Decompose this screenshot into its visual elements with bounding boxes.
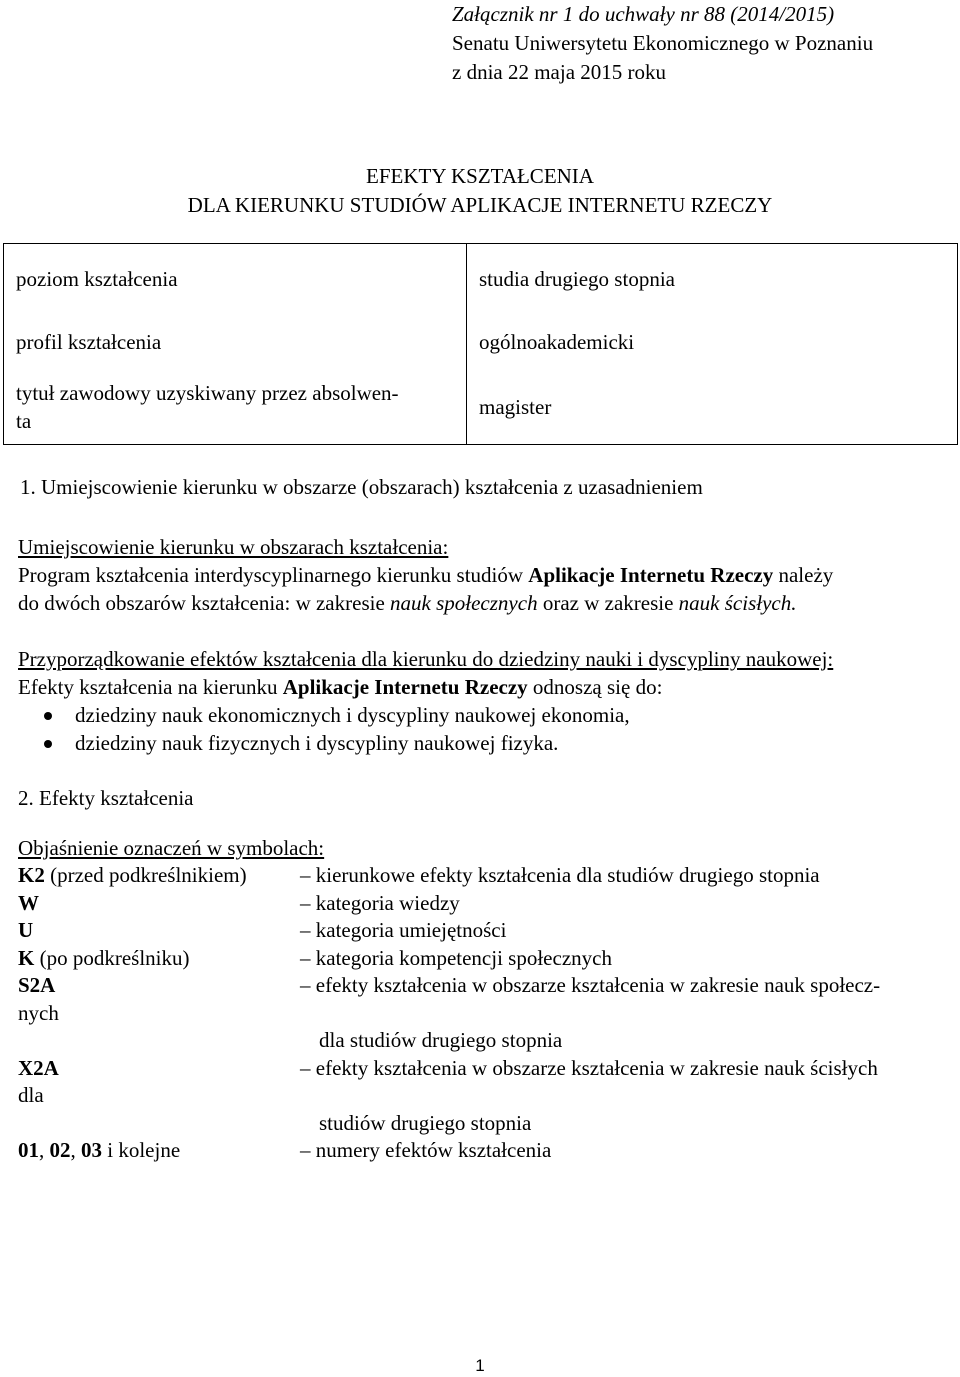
document-title	[0, 162, 960, 220]
table-row	[4, 244, 958, 315]
discipline-list	[18, 701, 948, 757]
table-key-line-2: ta	[16, 409, 32, 433]
program-info-table	[3, 243, 958, 445]
title-line-2: DLA KIERUNKU STUDIÓW APLIKACJE INTERNETU RZECZY	[187, 193, 773, 217]
section-1	[18, 473, 948, 757]
list-item: dziedziny nauk ekonomicznych i dyscypliny naukowej ekonomia,	[18, 701, 948, 729]
table-value-cell: ogólnoakademicki	[467, 314, 958, 370]
section-1-subheading-2: Przyporządkowanie efektów kształcenia dla kierunku do dziedziny nauki i dyscypliny naukowej:	[18, 647, 834, 671]
legend-row-x2a-cont: studiów drugiego stopnia	[319, 1110, 532, 1135]
legend-row-x2a-wrap: dla	[18, 1083, 44, 1107]
table-key-cell: poziom kształcenia	[4, 244, 467, 315]
table-key-cell: profil kształcenia	[4, 314, 467, 370]
section-1-paragraph-1-cont: do dwóch obszarów kształcenia: w zakresie nauk społecznych oraz w zakresie nauk ścisłych.	[18, 591, 797, 615]
section-1-heading: 1. Umiejscowienie kierunku w obszarze (obszarach) kształcenia z uzasadnieniem	[20, 475, 703, 499]
list-item: dziedziny nauk fizycznych i dyscypliny naukowej fizyka.	[18, 729, 948, 757]
header-line-2: Senatu Uniwersytetu Ekonomicznego w Poznaniu	[452, 31, 874, 55]
table-key-line-1: tytuł zawodowy uzyskiwany przez absolwen-	[16, 381, 399, 405]
legend-row-s2a-cont: dla studiów drugiego stopnia	[319, 1028, 563, 1052]
header-line-3: z dnia 22 maja 2015 roku	[452, 60, 667, 84]
section-2-heading: 2. Efekty kształcenia	[18, 786, 194, 810]
table-value-cell: magister	[467, 370, 958, 445]
table-key-cell	[4, 370, 467, 445]
legend-row-k: K (po podkreślniku) – kategoria kompetencji społecznych	[18, 945, 612, 970]
section-1-paragraph-1: Program kształcenia interdyscyplinarnego kierunku studiów Aplikacje Internetu Rzeczy należy	[18, 563, 834, 587]
legend-row-k2: K2 (przed podkreślnikiem) – kierunkowe efekty kształcenia dla studiów drugiego stopnia	[18, 863, 820, 887]
symbol-legend	[18, 861, 948, 1164]
legend-row-numbers: 01, 02, 03 i kolejne – numery efektów kształcenia	[18, 1138, 552, 1162]
table-value-cell: studia drugiego stopnia	[467, 244, 958, 315]
attachment-header	[452, 0, 952, 87]
legend-row-w: W – kategoria wiedzy	[18, 890, 460, 915]
legend-row-s2a-wrap: nych	[18, 1000, 59, 1025]
section-2-subheading: Objaśnienie oznaczeń w symbolach:	[18, 836, 325, 860]
table-row	[4, 370, 958, 445]
table-row	[4, 314, 958, 370]
section-1-paragraph-2: Efekty kształcenia na kierunku Aplikacje Internetu Rzeczy odnoszą się do:	[18, 675, 663, 699]
page-number: 1	[475, 1356, 485, 1375]
header-line-1: Załącznik nr 1 do uchwały nr 88 (2014/2015)	[452, 2, 835, 26]
legend-row-u: U – kategoria umiejętności	[18, 918, 507, 942]
section-1-subheading-1: Umiejscowienie kierunku w obszarach kształcenia:	[18, 535, 449, 559]
legend-row-s2a: S2A – efekty kształcenia w obszarze kształcenia w zakresie nauk społecz-	[18, 973, 881, 997]
legend-row-x2a: X2A – efekty kształcenia w obszarze kształcenia w zakresie nauk ścisłych	[18, 1055, 878, 1080]
title-line-1: EFEKTY KSZTAŁCENIA	[366, 164, 594, 188]
